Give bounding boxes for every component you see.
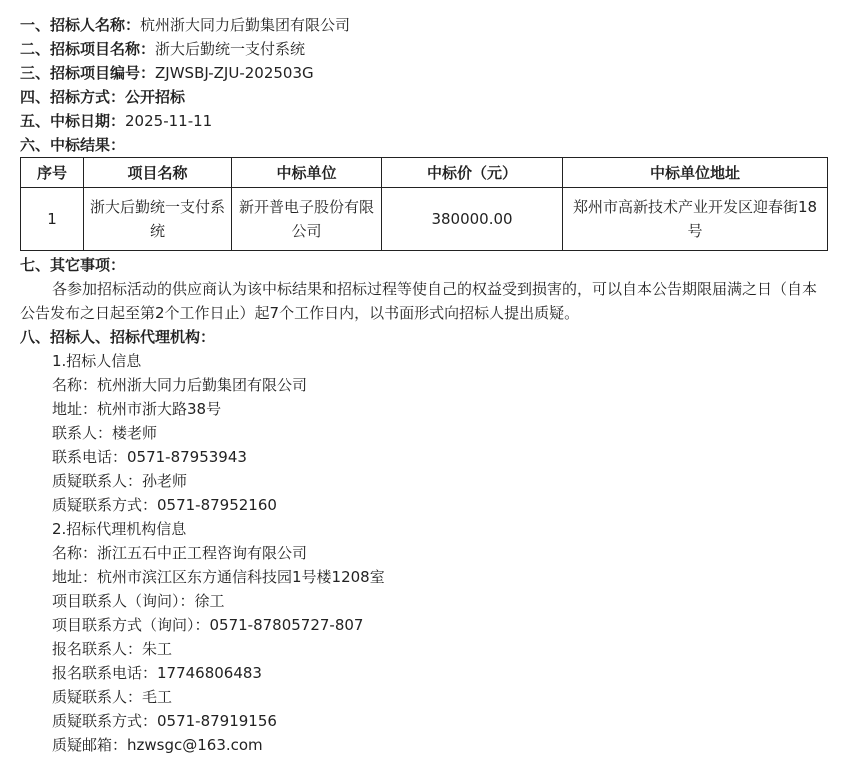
section-label: 七、其它事项： xyxy=(20,256,126,274)
tenderer-contact: 联系人：楼老师 xyxy=(52,424,158,442)
agency-address: 地址：杭州市滨江区东方通信科技园1号楼1208室 xyxy=(52,568,385,586)
section-value: 2025-11-11 xyxy=(125,112,213,130)
table-header-row xyxy=(21,158,828,188)
cell-address: 郑州市高新技术产业开发区迎春街18号 xyxy=(563,188,828,251)
section-value: ZJWSBJ-ZJU-202503G xyxy=(155,64,314,82)
header-winner: 中标单位 xyxy=(232,158,382,188)
section-label: 六、中标结果： xyxy=(20,136,126,154)
section-project-name xyxy=(20,37,828,61)
agency-name: 名称：浙江五石中正工程咨询有限公司 xyxy=(52,544,308,562)
agency-question-email: 质疑邮箱：hzwsgc@163.com xyxy=(52,736,263,754)
section-label: 二、招标项目名称： xyxy=(20,40,156,58)
tenderer-question-phone: 质疑联系方式：0571-87952160 xyxy=(52,496,277,514)
cell-serial: 1 xyxy=(21,188,84,251)
table-row xyxy=(21,188,828,251)
section-label: 八、招标人、招标代理机构： xyxy=(20,328,216,346)
section-label: 一、招标人名称： xyxy=(20,16,141,34)
section-project-number xyxy=(20,61,828,85)
tenderer-question-contact: 质疑联系人：孙老师 xyxy=(52,472,188,490)
section-tenderer-name xyxy=(20,13,828,37)
tenderer-name: 名称：杭州浙大同力后勤集团有限公司 xyxy=(52,376,308,394)
agency-project-phone: 项目联系方式（询问）：0571-87805727-807 xyxy=(52,616,364,634)
agency-question-contact: 质疑联系人：毛工 xyxy=(52,688,173,706)
header-project: 项目名称 xyxy=(84,158,232,188)
header-serial: 序号 xyxy=(21,158,84,188)
section-value: 浙大后勤统一支付系统 xyxy=(155,40,306,58)
section-award-date xyxy=(20,109,828,133)
section-contacts xyxy=(20,325,828,349)
tenderer-address: 地址：杭州市浙大路38号 xyxy=(52,400,222,418)
section-tender-method xyxy=(20,85,828,109)
tenderer-phone: 联系电话：0571-87953943 xyxy=(52,448,247,466)
section-label: 四、招标方式： xyxy=(20,88,126,106)
agency-registration-contact: 报名联系人：朱工 xyxy=(52,640,173,658)
section-other-matters xyxy=(20,253,828,277)
cell-price: 380000.00 xyxy=(382,188,563,251)
section-award-result xyxy=(20,133,828,157)
cell-winner: 新开普电子股份有限公司 xyxy=(232,188,382,251)
award-result-table xyxy=(20,157,828,251)
tenderer-info-heading: 1.招标人信息 xyxy=(52,352,142,370)
other-matters-text: 各参加招标活动的供应商认为该中标结果和招标过程等使自己的权益受到损害的，可以自本公告期限届满之日（自本公告发布之日起至第2个工作日止）起7个工作日内，以书面形式向招标人提出质疑。 xyxy=(20,280,818,322)
section-label: 三、招标项目编号： xyxy=(20,64,156,82)
cell-project: 浙大后勤统一支付系统 xyxy=(84,188,232,251)
agency-question-phone: 质疑联系方式：0571-87919156 xyxy=(52,712,277,730)
header-address: 中标单位地址 xyxy=(563,158,828,188)
section-value: 杭州浙大同力后勤集团有限公司 xyxy=(140,16,351,34)
header-price: 中标价（元） xyxy=(382,158,563,188)
agency-registration-phone: 报名联系电话：17746806483 xyxy=(52,664,262,682)
section-value: 公开招标 xyxy=(125,88,186,106)
agency-project-contact: 项目联系人（询问）：徐工 xyxy=(52,592,225,610)
agency-info-heading: 2.招标代理机构信息 xyxy=(52,520,187,538)
section-label: 五、中标日期： xyxy=(20,112,126,130)
